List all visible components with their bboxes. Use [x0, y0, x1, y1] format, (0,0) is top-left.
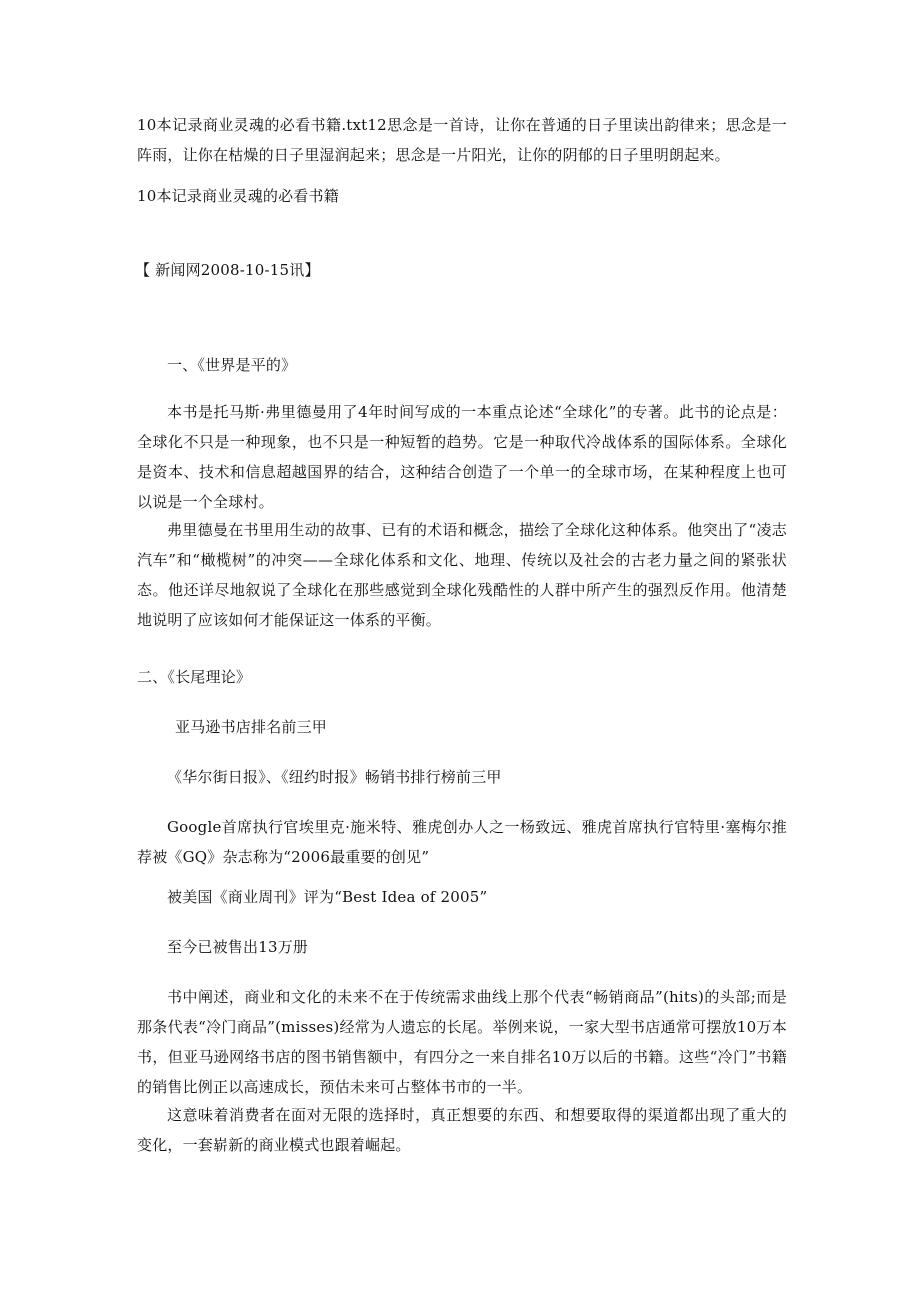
section-1-paragraph-2: 弗里德曼在书里用生动的故事、已有的术语和概念，描绘了全球化这种体系。他突出了“凌志汽车”和“橄榄树”的冲突——全球化体系和文化、地理、传统以及社会的古老力量之间的紧张状态。他还详尽地叙说了全球化在那些感觉到全球化残酷性的人群中所产生的强烈反作用。他清楚地说明了应该如何才能保证这一体系的平衡。: [137, 521, 787, 629]
section-1-paragraph-1: 本书是托马斯·弗里德曼用了4年时间写成的一本重点论述“全球化”的专著。此书的论点是：全球化不只是一种现象，也不只是一种短暂的趋势。它是一种取代冷战体系的国际体系。全球化是资本、技术和信息超越国界的结合，这种结合创造了一个单一的全球市场，在某种程度上也可以说是一个全球村。: [137, 403, 787, 511]
highlight-bestseller-lists: 《华尔街日报》、《纽约时报》畅销书排行榜前三甲: [167, 768, 502, 786]
document-title: 10本记录商业灵魂的必看书籍: [137, 187, 339, 205]
intro-paragraph: 10本记录商业灵魂的必看书籍.txt12思念是一首诗，让你在普通的日子里读出韵律来；思念是一阵雨，让你在枯燥的日子里湿润起来；思念是一片阳光，让你的阴郁的日子里明朗起来。: [137, 116, 787, 164]
section-2-paragraph-1: 书中阐述，商业和文化的未来不在于传统需求曲线上那个代表“畅销商品”(hits)的头部;而是那条代表“冷门商品”(misses)经常为人遗忘的长尾。举例来说，一家大型书店通常可摆放10万本书，但亚马逊网络书店的图书销售额中，有四分之一来自排名10万以后的书籍。这些“冷门”书籍的销售比例正以高速成长，预估未来可占整体书市的一半。: [137, 988, 787, 1096]
highlight-copies-sold: 至今已被售出13万册: [167, 938, 309, 956]
section-1-heading: 一、《世界是平的》: [167, 356, 297, 374]
highlight-business-week: 被美国《商业周刊》评为“Best Idea of 2005”: [167, 888, 488, 906]
section-2-heading: 二、《长尾理论》: [137, 668, 252, 686]
source-line: 【 新闻网2008-10-15讯】: [135, 261, 320, 279]
highlight-recommendations: Google首席执行官埃里克·施米特、雅虎创办人之一杨致远、雅虎首席执行官特里·塞梅尔推荐被《GQ》杂志称为“2006最重要的创见”: [137, 818, 787, 866]
highlight-amazon-ranking: 亚马逊书店排名前三甲: [175, 718, 328, 736]
section-2-paragraph-2: 这意味着消费者在面对无限的选择时，真正想要的东西、和想要取得的渠道都出现了重大的变化，一套崭新的商业模式也跟着崛起。: [137, 1106, 787, 1154]
